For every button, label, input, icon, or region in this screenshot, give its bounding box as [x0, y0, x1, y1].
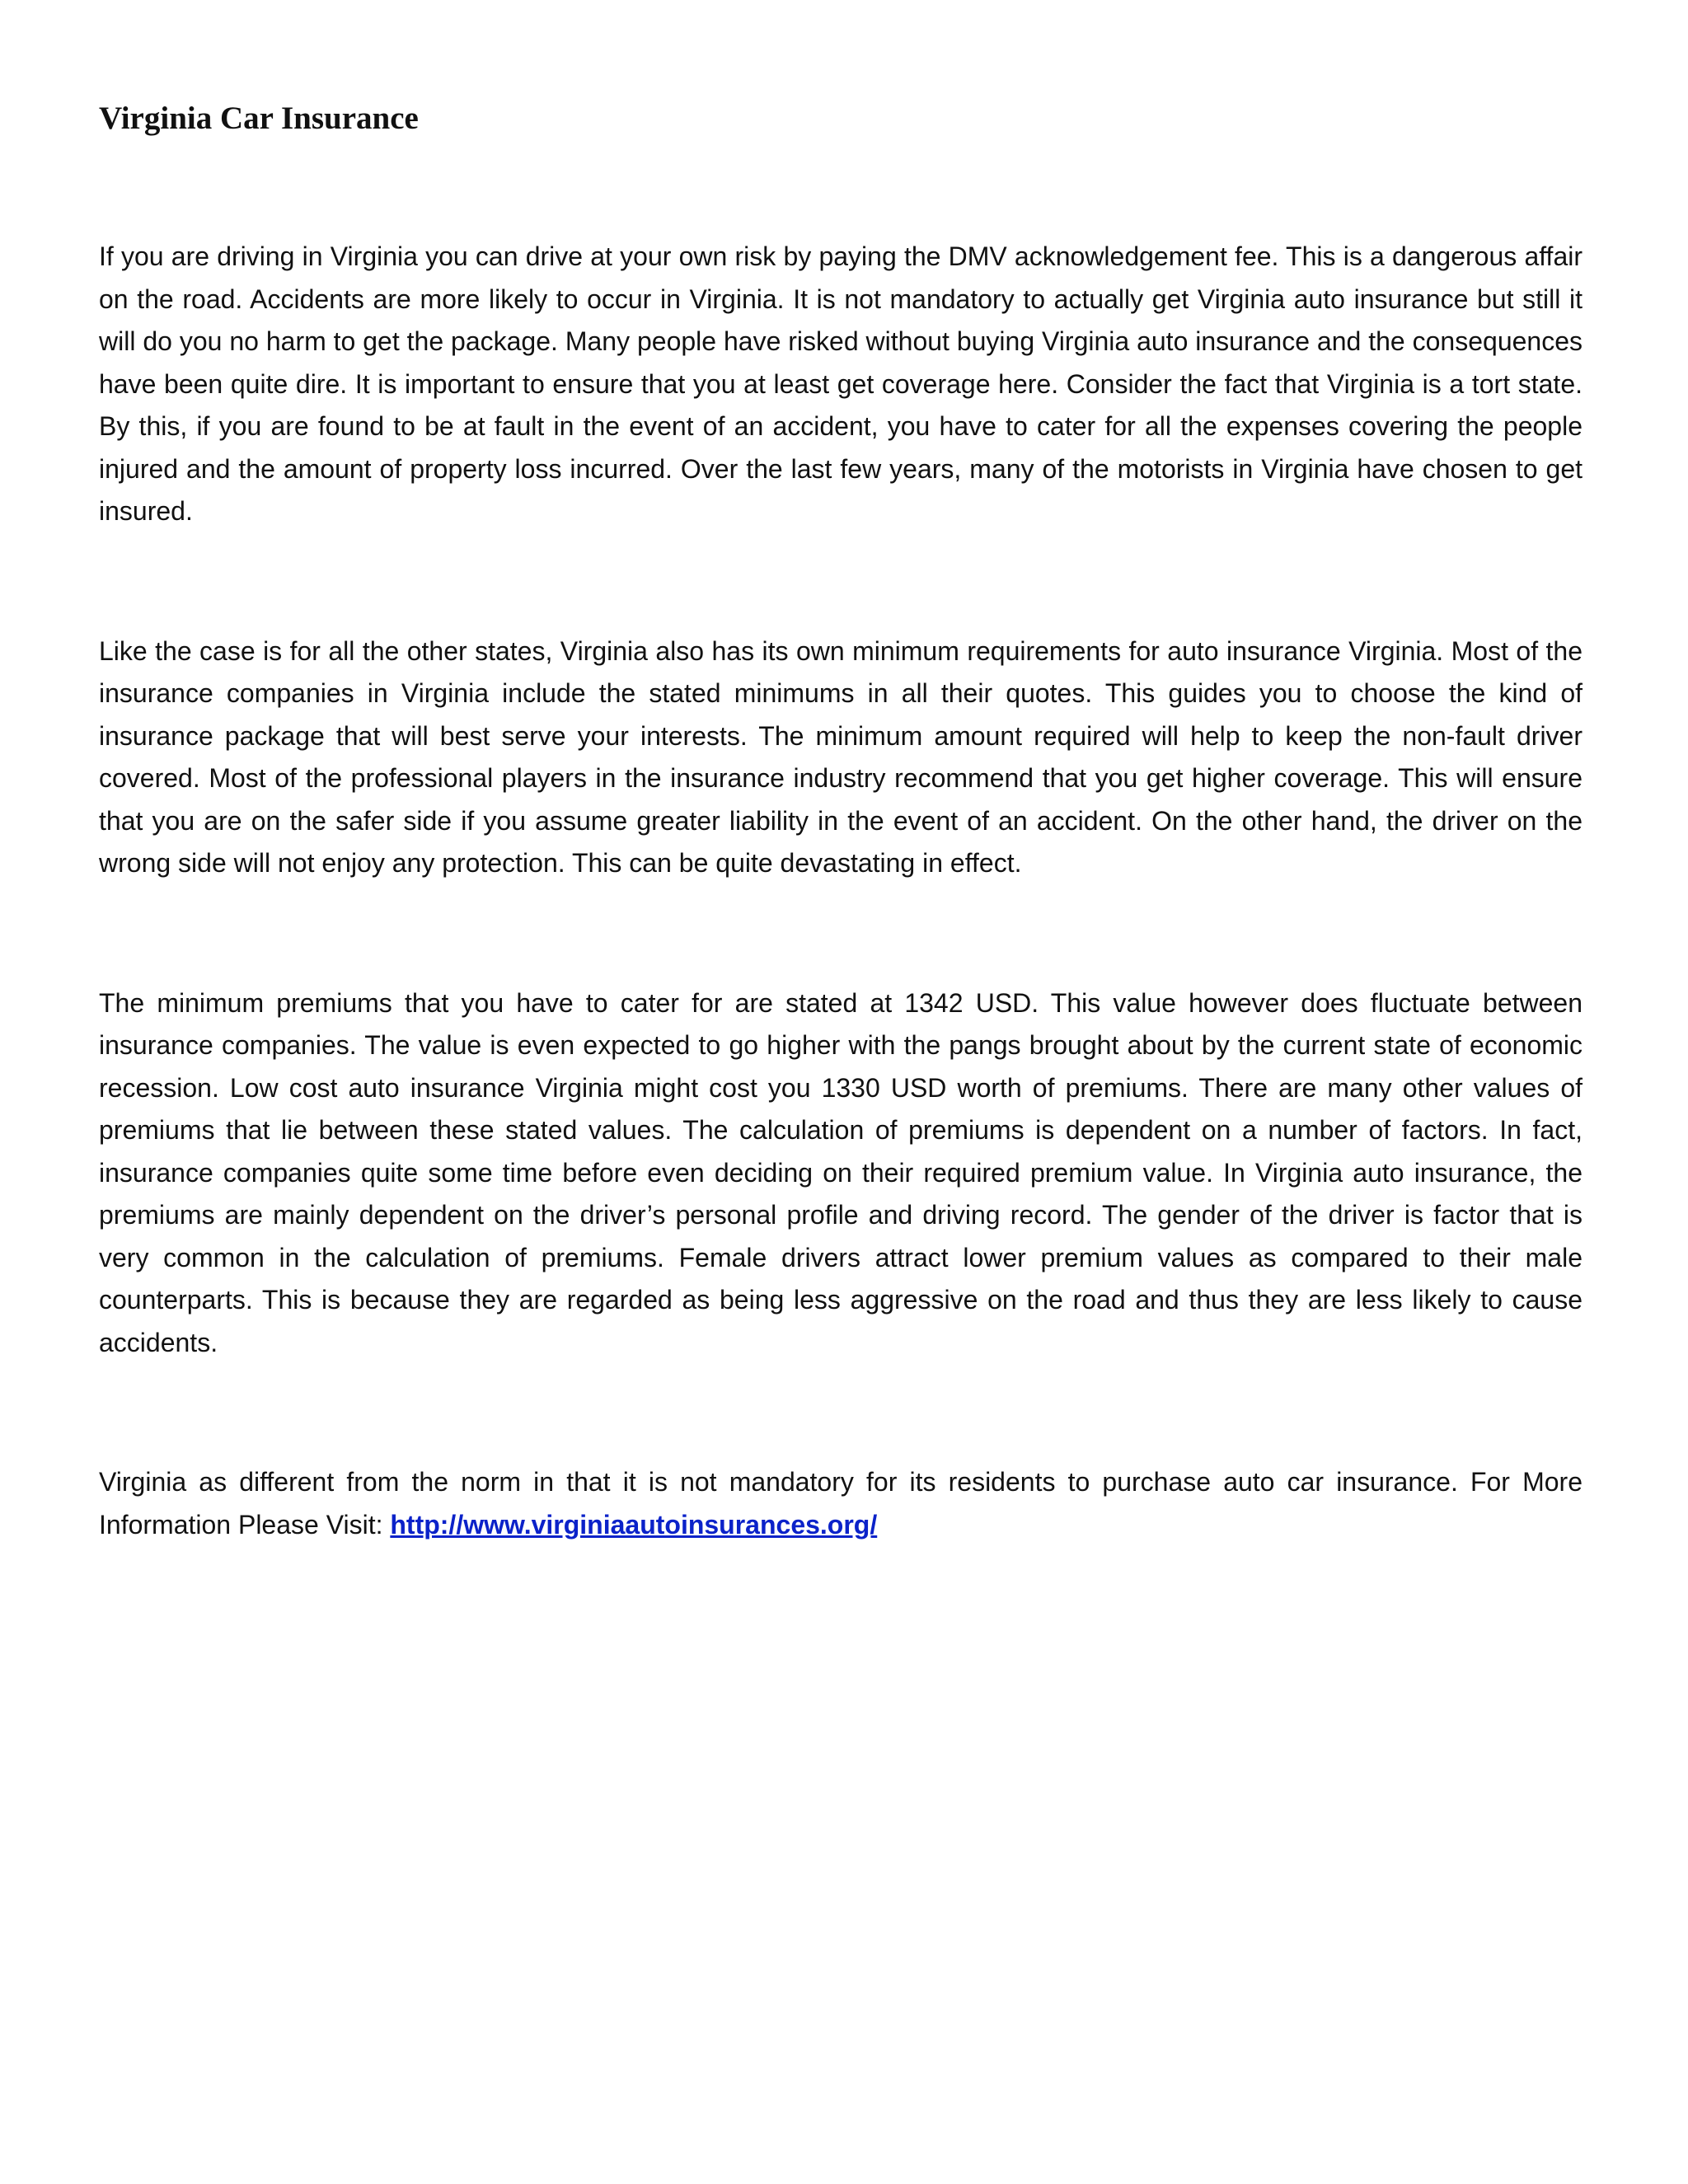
- closing-text: Virginia as different from the norm in that it is not mandatory for its residents to purchase auto car insurance. For More Information Please Visit:: [99, 1467, 1582, 1540]
- website-link[interactable]: http://www.virginiaautoinsurances.org/: [390, 1509, 878, 1540]
- paragraph-closing: [99, 1461, 1582, 1546]
- paragraph-intro: If you are driving in Virginia you can drive at your own risk by paying the DMV acknowledgement fee. This is a dangerous affair on the road. Accidents are more likely to occur in Virginia. It is not mandatory to actually get Virginia auto insurance but still it will do you no harm to get the package. Many people have risked without buying Virginia auto insurance and the consequences have been quite dire. It is important to ensure that you at least get coverage here. Consider the fact that Virginia is a tort state. By this, if you are found to be at fault in the event of an accident, you have to cater for all the expenses covering the people injured and the amount of property loss incurred. Over the last few years, many of the motorists in Virginia have chosen to get insured.: [99, 241, 1582, 526]
- document-title: Virginia Car Insurance: [99, 101, 419, 136]
- document-body: [99, 99, 1582, 1546]
- paragraph-premiums: The minimum premiums that you have to cater for are stated at 1342 USD. This value however does fluctuate between insurance companies. The value is even expected to go higher with the pangs brought about by the current state of economic recession. Low cost auto insurance Virginia might cost you 1330 USD worth of premiums. There are many other values of premiums that lie between these stated values. The calculation of premiums is dependent on a number of factors. In fact, insurance companies quite some time before even deciding on their required premium value. In Virginia auto insurance, the premiums are mainly dependent on the driver’s personal profile and driving record. The gender of the driver is factor that is very common in the calculation of premiums. Female drivers attract lower premium values as compared to their male counterparts. This is because they are regarded as being less aggressive on the road and thus they are less likely to cause accidents.: [99, 987, 1582, 1357]
- paragraph-minimum-requirements: Like the case is for all the other states, Virginia also has its own minimum requirements for auto insurance Virginia. Most of the insurance companies in Virginia include the stated minimums in all their quotes. This guides you to choose the kind of insurance package that will best serve your interests. The minimum amount required will help to keep the non-fault driver covered. Most of the professional players in the insurance industry recommend that you get higher coverage. This will ensure that you are on the safer side if you assume greater liability in the event of an accident. On the other hand, the driver on the wrong side will not enjoy any protection. This can be quite devastating in effect.: [99, 635, 1582, 878]
